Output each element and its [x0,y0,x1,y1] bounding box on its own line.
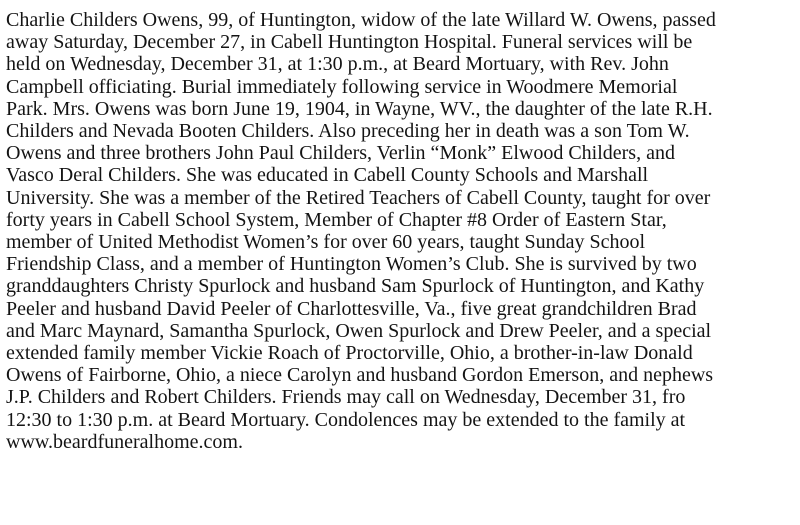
text-line: J.P. Childers and Robert Childers. Friends may call on Wednesday, December 31, fro [6,386,686,409]
text-line: held on Wednesday, December 31, at 1:30 p.m., at Beard Mortuary, with Rev. John [6,53,669,76]
text-line: Peeler and husband David Peeler of Charlottesville, Va., five great grandchildren Brad [6,297,697,320]
obituary-text [6,9,796,453]
text-line: Vasco Deral Childers. She was educated in Cabell County Schools and Marshall [6,164,649,187]
text-line: Charlie Childers Owens, 99, of Huntington, widow of the late Willard W. Owens, passed [6,9,716,31]
text-line: 12:30 to 1:30 p.m. at Beard Mortuary. Condolences may be extended to the family at [6,408,686,431]
funeral-home-website: www.beardfuneralhome.com. [6,430,243,453]
text-line: extended family member Vickie Roach of Proctorville, Ohio, a brother-in-law Donald [6,342,693,365]
text-line: forty years in Cabell School System, Member of Chapter #8 Order of Eastern Star, [6,208,667,231]
text-line: Owens and three brothers John Paul Childers, Verlin “Monk” Elwood Childers, and [6,142,675,165]
text-line: Campbell officiating. Burial immediately following service in Woodmere Memorial [6,75,678,98]
text-line: away Saturday, December 27, in Cabell Huntington Hospital. Funeral services will be [6,31,693,54]
text-line: Childers and Nevada Booten Childers. Also preceding her in death was a son Tom W. [6,120,690,143]
text-line: Friendship Class, and a member of Huntington Women’s Club. She is survived by two [6,253,697,276]
text-line: Park. Mrs. Owens was born June 19, 1904, in Wayne, WV., the daughter of the late R.H. [6,97,713,120]
text-line: University. She was a member of the Retired Teachers of Cabell County, taught for over [6,186,711,209]
text-line: member of United Methodist Women’s for over 60 years, taught Sunday School [6,231,646,254]
text-line: and Marc Maynard, Samantha Spurlock, Owen Spurlock and Drew Peeler, and a special [6,319,712,342]
text-line: Owens of Fairborne, Ohio, a niece Carolyn and husband Gordon Emerson, and nephews [6,364,714,387]
text-line: granddaughters Christy Spurlock and husband Sam Spurlock of Huntington, and Kathy [6,275,705,298]
